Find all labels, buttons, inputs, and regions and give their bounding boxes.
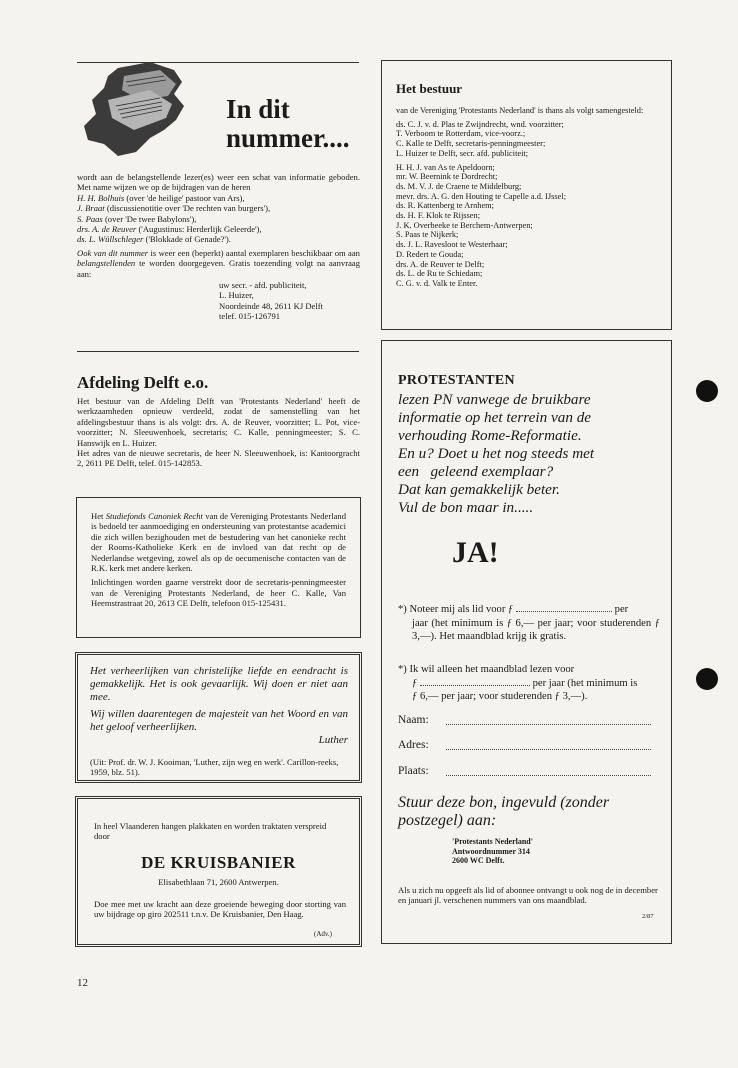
note-text-2: te worden doorgegeven. Gratis toezending volgt na aanvraag aan: bbox=[77, 258, 360, 279]
afdeling-delft-body bbox=[77, 396, 360, 469]
magazine-option bbox=[398, 663, 660, 704]
addressee-line: 2600 WC Delft. bbox=[452, 856, 505, 865]
adres-label: Adres: bbox=[398, 739, 429, 751]
option2-a: *) Ik wil alleen het maandblad lezen voor bbox=[398, 664, 575, 675]
kruisbanier-title: DE KRUISBANIER bbox=[141, 853, 296, 872]
member-amount-field[interactable] bbox=[516, 611, 612, 612]
address-line: telef. 015-126791 bbox=[219, 311, 281, 322]
kruisbanier-ad-box bbox=[75, 796, 362, 947]
naam-label: Naam: bbox=[398, 714, 429, 726]
afdeling-delft-title: Afdeling Delft e.o. bbox=[77, 373, 209, 392]
contribution-desc: ('Blokkade of Genade?'). bbox=[145, 234, 231, 245]
board-member: mr. W. Beernink te Dordrecht; bbox=[396, 172, 498, 182]
contribution-item bbox=[77, 203, 360, 213]
contribution-item bbox=[77, 193, 360, 203]
adres-input[interactable] bbox=[446, 749, 651, 750]
board-member: D. Redert te Gouda; bbox=[396, 249, 464, 259]
quote-text bbox=[90, 665, 348, 747]
luther-quote-box bbox=[75, 652, 362, 783]
board-member: C. G. v. d. Valk te Enter. bbox=[396, 278, 478, 288]
quote-line-1: Het verheerlijken van christelijke liefde en eendracht is gemakkelijk. Het is ook gevaarlijk. Wij doen er niet aan mee. bbox=[90, 665, 348, 703]
contributor-name: H. H. Bolhuis bbox=[77, 192, 125, 203]
option1-b: per bbox=[614, 604, 629, 615]
magazine-amount-field[interactable] bbox=[420, 685, 530, 686]
ja-heading: JA! bbox=[452, 536, 499, 569]
plaats-row bbox=[398, 765, 429, 777]
quote-line-2: Wij willen daarentegen de majesteit van het Woord en van het geloof verheerlijken. bbox=[90, 708, 348, 733]
address-line: Noordeinde 48, 2611 KJ Delft bbox=[219, 300, 323, 311]
studiefonds-name: Studiefonds Canoniek Recht bbox=[105, 511, 203, 521]
contributor-name: drs. A. de Reuver bbox=[77, 224, 137, 235]
intro-text: wordt aan de belangstellende lezer(es) weer een schat van informatie geboden. Met name wijzen we op de bijdragen van de heren bbox=[77, 172, 360, 193]
option-1 bbox=[398, 603, 660, 617]
slogan-line: een geleend exemplaar? bbox=[398, 463, 554, 480]
quote-author: Luther bbox=[318, 734, 348, 746]
afdeling-para-1: Het bestuur van de Afdeling Delft van 'Protestants Nederland' heeft de werkzaamheden opnieuw verdeeld, zodat de samenstelling van het afdelingsbestuur thans is als volgt: drs. A. de Reuver, voorzitter; L. Pot, vice-voorzitter; N. Sleeuwenhoek, secretaris; C. Kalle, penningmeester; S. C. Hanswijk en L. Huizer. bbox=[77, 396, 360, 448]
option2-c: per jaar (het minimum is bbox=[532, 677, 638, 689]
contributor-name: ds. L. Wüllschleger bbox=[77, 234, 144, 245]
contributor-name: J. Braat bbox=[77, 203, 105, 214]
board-member: drs. A. de Reuver te Delft; bbox=[396, 259, 485, 269]
slogan-line: verhouding Rome-Reformatie. bbox=[398, 427, 582, 444]
afdeling-para-2: Het adres van de nieuwe secretaris, de heer N. Sleeuwenhoek, is: Kantoorgracht 2, 2611 PE Delft, telef. 015-142853. bbox=[77, 448, 360, 469]
page-number: 12 bbox=[77, 977, 88, 989]
naam-row bbox=[398, 714, 429, 726]
slogan-line: Dat kan gemakkelijk beter. bbox=[398, 481, 560, 498]
contribution-item bbox=[77, 234, 360, 244]
coupon-heading: PROTESTANTEN bbox=[398, 373, 515, 388]
plaats-input[interactable] bbox=[446, 775, 651, 776]
studiefonds-info: Inlichtingen worden gaarne verstrekt door de secretaris-penningmeester van de Vereniging Protestants Nederland, de heer C. Kalle, Van Heemstrastraat 20, 2613 CE Delft, telefoon 015-125431. bbox=[91, 577, 346, 609]
slogan-line: informatie op het terrein van de bbox=[398, 409, 592, 426]
title-line-1: In dit bbox=[226, 94, 290, 124]
section-rule bbox=[77, 351, 359, 352]
board-member: ds. L. de Ru te Schiedam; bbox=[396, 269, 483, 279]
contribution-desc: (over 'De twee Babylons'), bbox=[104, 213, 197, 224]
bestuur-group-2 bbox=[396, 163, 664, 289]
contribution-desc: (discussienotitie over 'De rechten van burgers'), bbox=[106, 203, 271, 214]
slogan-line: Vul de bon maar in..... bbox=[398, 499, 534, 516]
slogan-line: lezen PN vanwege de bruikbare bbox=[398, 391, 591, 408]
kruisbanier-intro: In heel Vlaanderen hangen plakkaten en worden traktaten verspreid door bbox=[94, 821, 327, 842]
kruisbanier-address: Elisabethlaan 71, 2600 Antwerpen. bbox=[158, 877, 279, 887]
addressee-line: 'Protestants Nederland' bbox=[452, 837, 533, 846]
membership-option bbox=[398, 603, 660, 644]
bestuur-title: Het bestuur bbox=[396, 81, 463, 96]
studiefonds-post: van de Vereniging Protestants Nederland is bedoeld ter aanmoediging en ondersteuning van protestantse academici die zich willen bezighouden met de bestudering van het canonieke recht der Rooms-Katholieke Kerk en de invloed van dat recht op de Nederlandse wetgeving, zowel als op de oecumenische contacten van de R.K. kerk met andere kerken. bbox=[91, 511, 346, 574]
note-text-1: is weer een (beperkt) aantal exemplaren beschikbaar om aan bbox=[148, 247, 360, 258]
subscription-coupon bbox=[381, 340, 672, 944]
studiefonds-pre: Het bbox=[91, 511, 106, 521]
board-member: H. H. J. van As te Apeldoorn; bbox=[396, 162, 495, 172]
address-line: uw secr. - afd. publiciteit, bbox=[219, 280, 307, 291]
option1-c: jaar (het minimum is ƒ 6,— per jaar; voor studerenden ƒ 3,—). Het maandblad krijg ik gratis. bbox=[412, 617, 660, 642]
publicity-address bbox=[219, 280, 360, 322]
coupon-code: 2/87 bbox=[642, 913, 654, 920]
board-member: ds. R. Kattenberg te Arnhem; bbox=[396, 201, 495, 211]
bestuur-box bbox=[381, 60, 672, 330]
coupon-slogan bbox=[398, 391, 668, 517]
board-member: ds. M. V. J. de Craene te Middelburg; bbox=[396, 181, 522, 191]
studiefonds-para bbox=[91, 511, 346, 573]
adres-row bbox=[398, 739, 429, 751]
title-line-2: nummer.... bbox=[226, 123, 350, 153]
option2-b: ƒ bbox=[412, 677, 418, 689]
contributor-name: S. Paas bbox=[77, 213, 103, 224]
in-dit-nummer-body bbox=[77, 172, 360, 322]
availability-note bbox=[77, 248, 360, 279]
contribution-desc: ('Augustinus: Herderlijk Geleerde'), bbox=[138, 224, 262, 235]
coupon-footnote: Als u zich nu opgeeft als lid of abonnee ontvangt u ook nog de in december en januari jl. verschenen nummers van ons maandblad. bbox=[398, 885, 658, 906]
board-member: S. Paas te Nijkerk; bbox=[396, 230, 459, 240]
reply-address bbox=[452, 837, 632, 866]
bestuur-intro: van de Vereniging 'Protestants Nederland' is thans als volgt samengesteld: bbox=[396, 106, 644, 115]
contributions-list bbox=[77, 193, 360, 245]
in-dit-nummer-title bbox=[226, 95, 350, 153]
address-line: L. Huizer, bbox=[219, 290, 254, 301]
board-member: ds. C. J. v. d. Plas te Zwijndrecht, wnd. voorzitter; bbox=[396, 119, 564, 129]
board-member: ds. J. L. Ravesloot te Westerhaar; bbox=[396, 240, 508, 250]
slogan-line: En u? Doet u het nog steeds met bbox=[398, 445, 595, 462]
quote-source: (Uit: Prof. dr. W. J. Kooiman, 'Luther, zijn weg en werk'. Carillon-reeks, 1959, blz. 51). bbox=[90, 757, 339, 778]
studiefonds-box bbox=[76, 497, 361, 638]
note-italic-1: Ook van dit nummer bbox=[77, 247, 149, 258]
send-instruction: Stuur deze bon, ingevuld (zonder postzegel) aan: bbox=[398, 794, 610, 829]
option2-d: ƒ 6,— per jaar; voor studerenden ƒ 3,—). bbox=[412, 691, 588, 702]
contribution-desc: (over 'de heilige' pastoor van Ars), bbox=[126, 192, 245, 203]
addressee-line: Antwoordnummer 314 bbox=[452, 846, 530, 856]
contribution-item bbox=[77, 214, 360, 224]
option1-a: *) Noteer mij als lid voor ƒ bbox=[398, 604, 514, 615]
punch-hole-top bbox=[696, 380, 718, 402]
netherlands-map-illustration bbox=[78, 60, 218, 160]
note-italic-2: belangstellenden bbox=[77, 258, 136, 269]
bestuur-group-1 bbox=[396, 120, 664, 159]
board-member: mevr. drs. A. G. den Houting te Capelle a.d. IJssel; bbox=[396, 191, 567, 201]
board-member: L. Huizer te Delft, secr. afd. publiciteit; bbox=[396, 148, 529, 158]
board-member: ds. H. F. Klok te Rijssen; bbox=[396, 211, 481, 221]
punch-hole-bottom bbox=[696, 668, 718, 690]
plaats-label: Plaats: bbox=[398, 765, 429, 777]
board-member: C. Kalle te Delft, secretaris-penningmeester; bbox=[396, 139, 546, 149]
contribution-item bbox=[77, 224, 360, 234]
bestuur-list bbox=[396, 106, 664, 289]
adv-label: (Adv.) bbox=[314, 930, 333, 938]
board-member: T. Verboom te Rotterdam, vice-voorz.; bbox=[396, 129, 526, 139]
board-member: J. K. Overbeeke te Berchem-Antwerpen; bbox=[396, 220, 533, 230]
naam-input[interactable] bbox=[446, 724, 651, 725]
kruisbanier-appeal: Doe mee met uw kracht aan deze groeiende beweging door storting van uw bijdrage op giro 202511 t.n.v. De Kruisbanier, Den Haag. bbox=[94, 899, 346, 920]
studiefonds-text bbox=[91, 511, 346, 609]
